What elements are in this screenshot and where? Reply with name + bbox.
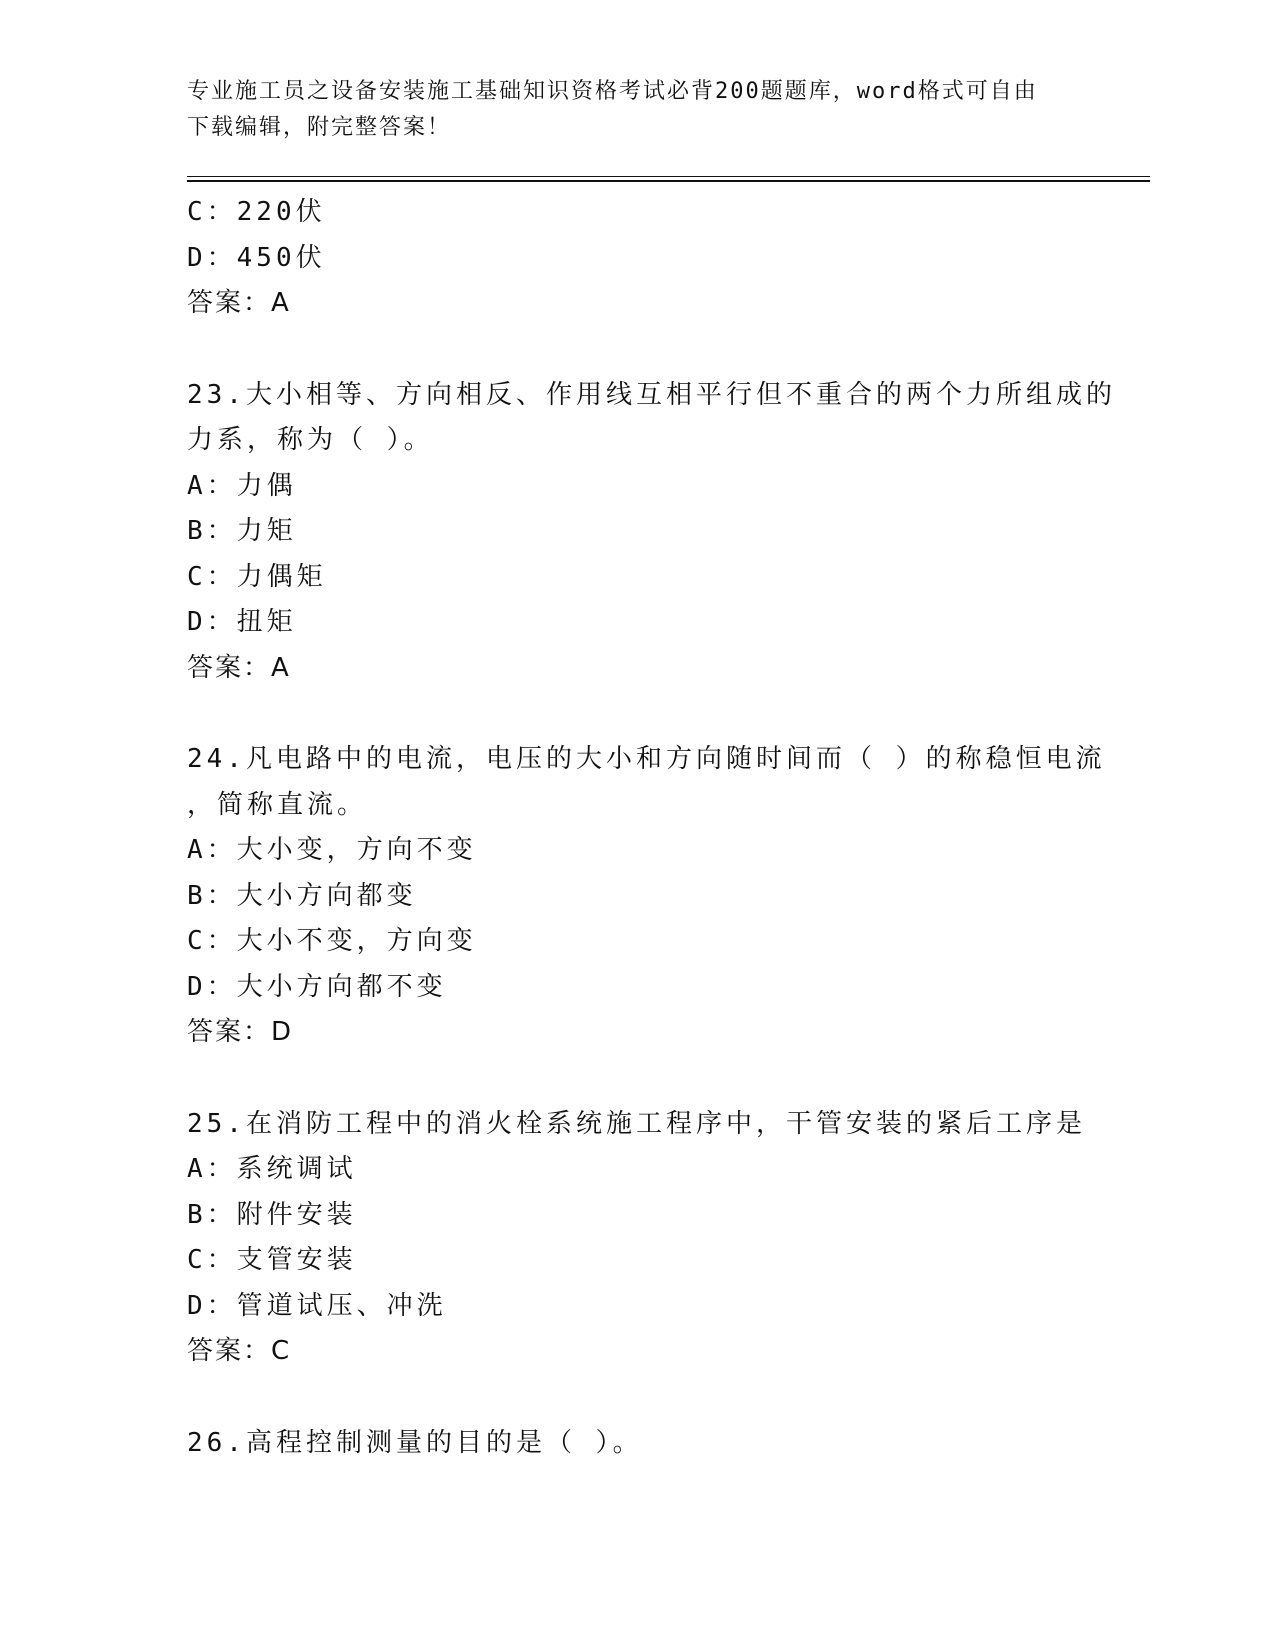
- question-stem-cont: ，简称直流。: [187, 789, 368, 820]
- header-title-line-1: 专业施工员之设备安装施工基础知识资格考试必背200题题库，word格式可自由: [187, 79, 1038, 104]
- question-stem: 25.在消防工程中的消火栓系统施工程序中，干管安装的紧后工序是: [187, 1108, 1086, 1139]
- option-b: B：大小方向都变: [187, 880, 417, 911]
- option-d: D：管道试压、冲洗: [187, 1290, 447, 1321]
- option-a: A：力偶: [187, 470, 297, 501]
- option-d: D：大小方向都不变: [187, 971, 447, 1002]
- option-d: D：450伏: [187, 242, 326, 273]
- question-list: [187, 190, 1116, 1466]
- option-c: C：大小不变，方向变: [187, 926, 477, 956]
- answer-line: 答案：C: [187, 1336, 292, 1366]
- header-divider-thin: [187, 176, 1150, 177]
- question-23: [187, 373, 1116, 692]
- option-b: B：力矩: [187, 516, 297, 546]
- question-25: [187, 1102, 1087, 1375]
- option-d: D：扭矩: [187, 607, 297, 637]
- option-b: B：附件安装: [187, 1199, 357, 1230]
- option-c: C：力偶矩: [187, 561, 327, 592]
- header-title-line-2: 下载编辑，附完整答案！: [187, 115, 452, 140]
- answer-line: 答案：D: [187, 1017, 294, 1047]
- question-stem: 26.高程控制测量的目的是（ ）。: [187, 1427, 643, 1458]
- question-stem: 23.大小相等、方向相反、作用线互相平行但不重合的两个力所组成的: [187, 379, 1116, 410]
- answer-line: 答案：A: [187, 652, 291, 683]
- document-header: [187, 74, 1087, 146]
- option-a: A：系统调试: [187, 1154, 357, 1184]
- option-c: C：支管安装: [187, 1245, 357, 1275]
- question-stem-cont: 力系，称为（ ）。: [187, 425, 434, 455]
- option-a: A：大小变，方向不变: [187, 835, 477, 865]
- answer-line: 答案：A: [187, 288, 291, 318]
- question-24: [187, 737, 1106, 1056]
- header-divider-thick: [187, 180, 1150, 182]
- option-c: C：220伏: [187, 197, 326, 227]
- question-22-tail: [187, 190, 1087, 327]
- question-stem: 24.凡电路中的电流，电压的大小和方向随时间而（ ）的称稳恒电流: [187, 744, 1106, 774]
- question-26: [187, 1421, 1087, 1467]
